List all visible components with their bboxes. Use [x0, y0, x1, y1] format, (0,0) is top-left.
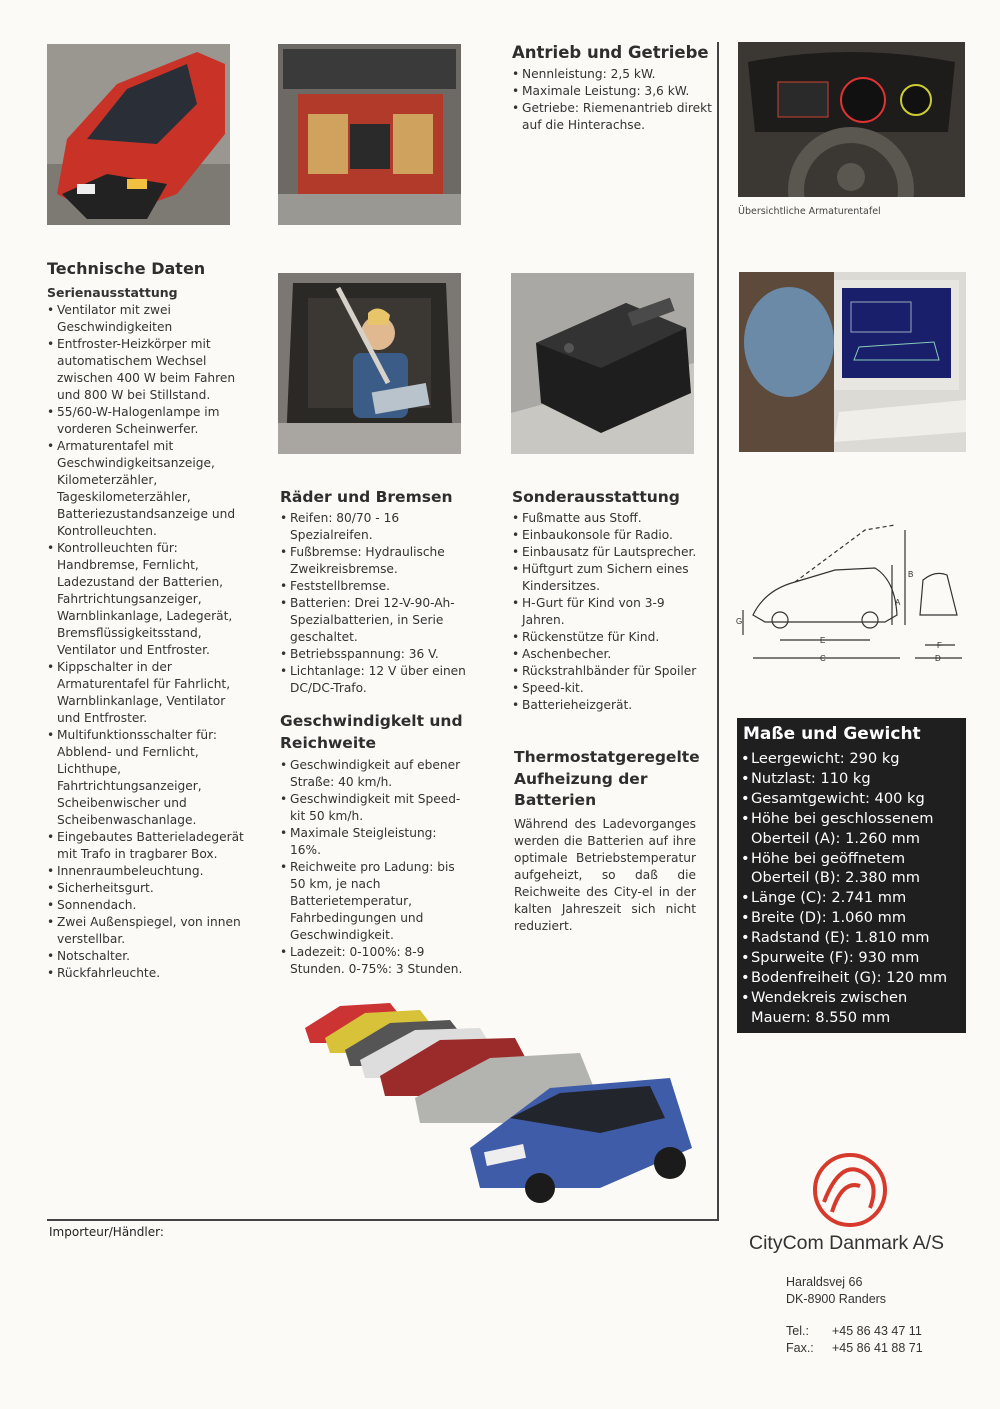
diagram-label-b: B: [908, 570, 914, 579]
list-item: • Fußbremse: Hydraulische Zweikreisbremse.: [280, 544, 470, 578]
photo-cad-computer: [739, 272, 966, 452]
list-item: • Ventilator mit zwei Geschwindigkeiten: [47, 302, 247, 336]
technische-title: Technische Daten: [47, 259, 206, 278]
fax-number: +45 86 41 88 71: [832, 1341, 923, 1355]
list-item: • Speed-kit.: [512, 680, 702, 697]
list-item: • Ladezeit: 0-100%: 8-9 Stunden. 0-75%: 3 Stunden.: [280, 944, 465, 978]
list-item: • Reifen: 80/70 - 16 Spezialreifen.: [280, 510, 470, 544]
photo-dashboard: [738, 42, 965, 197]
address-city: DK-8900 Randers: [786, 1292, 887, 1306]
photo-radio-console: [511, 273, 694, 454]
diagram-label-f: F: [937, 641, 942, 650]
tel-number: +45 86 43 47 11: [832, 1324, 922, 1338]
list-item: • Einbausatz für Lautsprecher.: [512, 544, 702, 561]
list-item: • Kippschalter in der Armaturentafel für Fahrlicht, Warnblinkanlage, Ventilator und Entfroster.: [47, 659, 247, 727]
tel-label: Tel.:: [786, 1324, 809, 1338]
section-geschwindigkeit: [280, 710, 465, 978]
fax-label: Fax.:: [786, 1341, 814, 1355]
list-item: • Lichtanlage: 12 V über einen DC/DC-Trafo.: [280, 663, 470, 697]
list-item: • H-Gurt für Kind von 3-9 Jahren.: [512, 595, 702, 629]
photo-child-seat: [278, 273, 461, 454]
list-item: • Batterieheizgerät.: [512, 697, 702, 714]
thermo-title: Thermostatgeregelte Aufheizung der Batterien: [514, 748, 700, 809]
list-item: • Rückfahrleuchte.: [47, 965, 247, 982]
diagram-label-e: E: [820, 636, 826, 645]
list-item: • Gesamtgewicht: 400 kg: [741, 789, 964, 809]
list-item: • Rückstrahlbänder für Spoiler: [512, 663, 702, 680]
list-item: • Zwei Außenspiegel, von innen verstellbar.: [47, 914, 247, 948]
list-item: • Kontrolleuchten für: Handbremse, Fernlicht, Ladezustand der Batterien, Fahrtrichtungsanzeiger, Warnblinkanlage, Ladegerät, Bremsflüssigkeitsstand, Ventilator und Entfroster.: [47, 540, 247, 659]
column-divider: [717, 42, 719, 1220]
list-item: • Sicherheitsgurt.: [47, 880, 247, 897]
list-item: • Batterien: Drei 12-V-90-Ah-Spezialbatterien, in Serie geschaltet.: [280, 595, 470, 646]
list-item: • 55/60-W-Halogenlampe im vorderen Scheinwerfer.: [47, 404, 247, 438]
list-item: • Wendekreis zwischen Mauern: 8.550 mm: [741, 988, 964, 1028]
address-street: Haraldsvej 66: [786, 1275, 863, 1289]
list-item: • Geschwindigkeit auf ebener Straße: 40 km/h.: [280, 757, 465, 791]
list-item: • Spurweite (F): 930 mm: [741, 948, 964, 968]
section-thermo: [514, 747, 700, 935]
importeur-label: Importeur/Händler:: [49, 1225, 164, 1239]
list-item: • Eingebautes Batterieladegerät mit Trafo in tragbarer Box.: [47, 829, 247, 863]
citycom-logo: [810, 1150, 890, 1230]
list-item: • Bodenfreiheit (G): 120 mm: [741, 968, 964, 988]
list-item: • Radstand (E): 1.810 mm: [741, 928, 964, 948]
list-item: • Höhe bei geöffnetem Oberteil (B): 2.380 mm: [741, 849, 964, 889]
list-item: • Breite (D): 1.060 mm: [741, 908, 964, 928]
photo-red-car: [47, 44, 230, 225]
list-item: • Innenraumbeleuchtung.: [47, 863, 247, 880]
list-item: • Höhe bei geschlossenem Oberteil (A): 1.260 mm: [741, 809, 964, 849]
list-item: • Hüftgurt zum Sichern eines Kindersitzes.: [512, 561, 702, 595]
antrieb-title: Antrieb und Getriebe: [512, 43, 709, 62]
diagram-label-g: G: [736, 617, 743, 626]
list-item: • Sonnendach.: [47, 897, 247, 914]
list-item: • Maximale Steigleistung: 16%.: [280, 825, 465, 859]
list-item: • Notschalter.: [47, 948, 247, 965]
list-item: • Armaturentafel mit Geschwindigkeitsanzeige, Kilometerzähler, Tageskilometerzähler, Batteriezustandsanzeige und Kontrolleuchten.: [47, 438, 247, 540]
list-item: • Feststellbremse.: [280, 578, 470, 595]
list-item: • Maximale Leistung: 3,6 kW.: [512, 83, 712, 100]
technische-subtitle: Serienausstattung: [47, 285, 178, 300]
photo-battery-compartment: [278, 44, 461, 225]
thermo-text: Während des Ladevorganges werden die Batterien auf ihre optimale Betriebstemperatur aufgeheizt, so daß die Reichweite des City-el in der kalten Jahreszeit sich nicht reduziert.: [514, 816, 696, 933]
list-item: • Leergewicht: 290 kg: [741, 749, 964, 769]
masse-title: Maße und Gewicht: [743, 724, 921, 744]
list-item: • Betriebsspannung: 36 V.: [280, 646, 470, 663]
company-name: CityCom Danmark A/S: [749, 1232, 945, 1254]
diagram-label-d: D: [935, 654, 941, 663]
section-sonder: [512, 486, 702, 714]
list-item: • Einbaukonsole für Radio.: [512, 527, 702, 544]
photo-car-fleet: [300, 998, 695, 1210]
list-item: • Geschwindigkeit mit Speed-kit 50 km/h.: [280, 791, 465, 825]
dashboard-caption: Übersichtliche Armaturentafel: [738, 206, 881, 217]
list-item: • Fußmatte aus Stoff.: [512, 510, 702, 527]
footer-rule: [47, 1219, 719, 1221]
dimensions-diagram: [735, 520, 967, 670]
list-item: • Nennleistung: 2,5 kW.: [512, 66, 712, 83]
list-item: • Entfroster-Heizkörper mit automatischem Wechsel zwischen 400 W beim Fahren und 800 W bei Stillstand.: [47, 336, 247, 404]
list-item: • Nutzlast: 110 kg: [741, 769, 964, 789]
section-technische-daten: [47, 258, 247, 982]
list-item: • Multifunktionsschalter für: Abblend- und Fernlicht, Lichthupe, Fahrtrichtungsanzeiger, Scheibenwischer und Scheibenwaschanlage.: [47, 727, 247, 829]
diagram-label-a: A: [895, 598, 901, 607]
section-raeder: [280, 486, 470, 697]
sonder-title: Sonderausstattung: [512, 488, 680, 506]
section-antrieb: [512, 42, 712, 134]
masse-box: [737, 718, 966, 1033]
raeder-title: Räder und Bremsen: [280, 488, 453, 506]
list-item: • Reichweite pro Ladung: bis 50 km, je nach Batterietemperatur, Fahrbedingungen und Geschwindigkeit.: [280, 859, 465, 944]
list-item: • Länge (C): 2.741 mm: [741, 888, 964, 908]
list-item: • Rückenstütze für Kind.: [512, 629, 702, 646]
diagram-label-c: C: [820, 654, 826, 663]
list-item: • Aschenbecher.: [512, 646, 702, 663]
geschw-title: Geschwindigkelt und Reichweite: [280, 712, 463, 752]
list-item: • Getriebe: Riemenantrieb direkt auf die Hinterachse.: [512, 100, 712, 134]
